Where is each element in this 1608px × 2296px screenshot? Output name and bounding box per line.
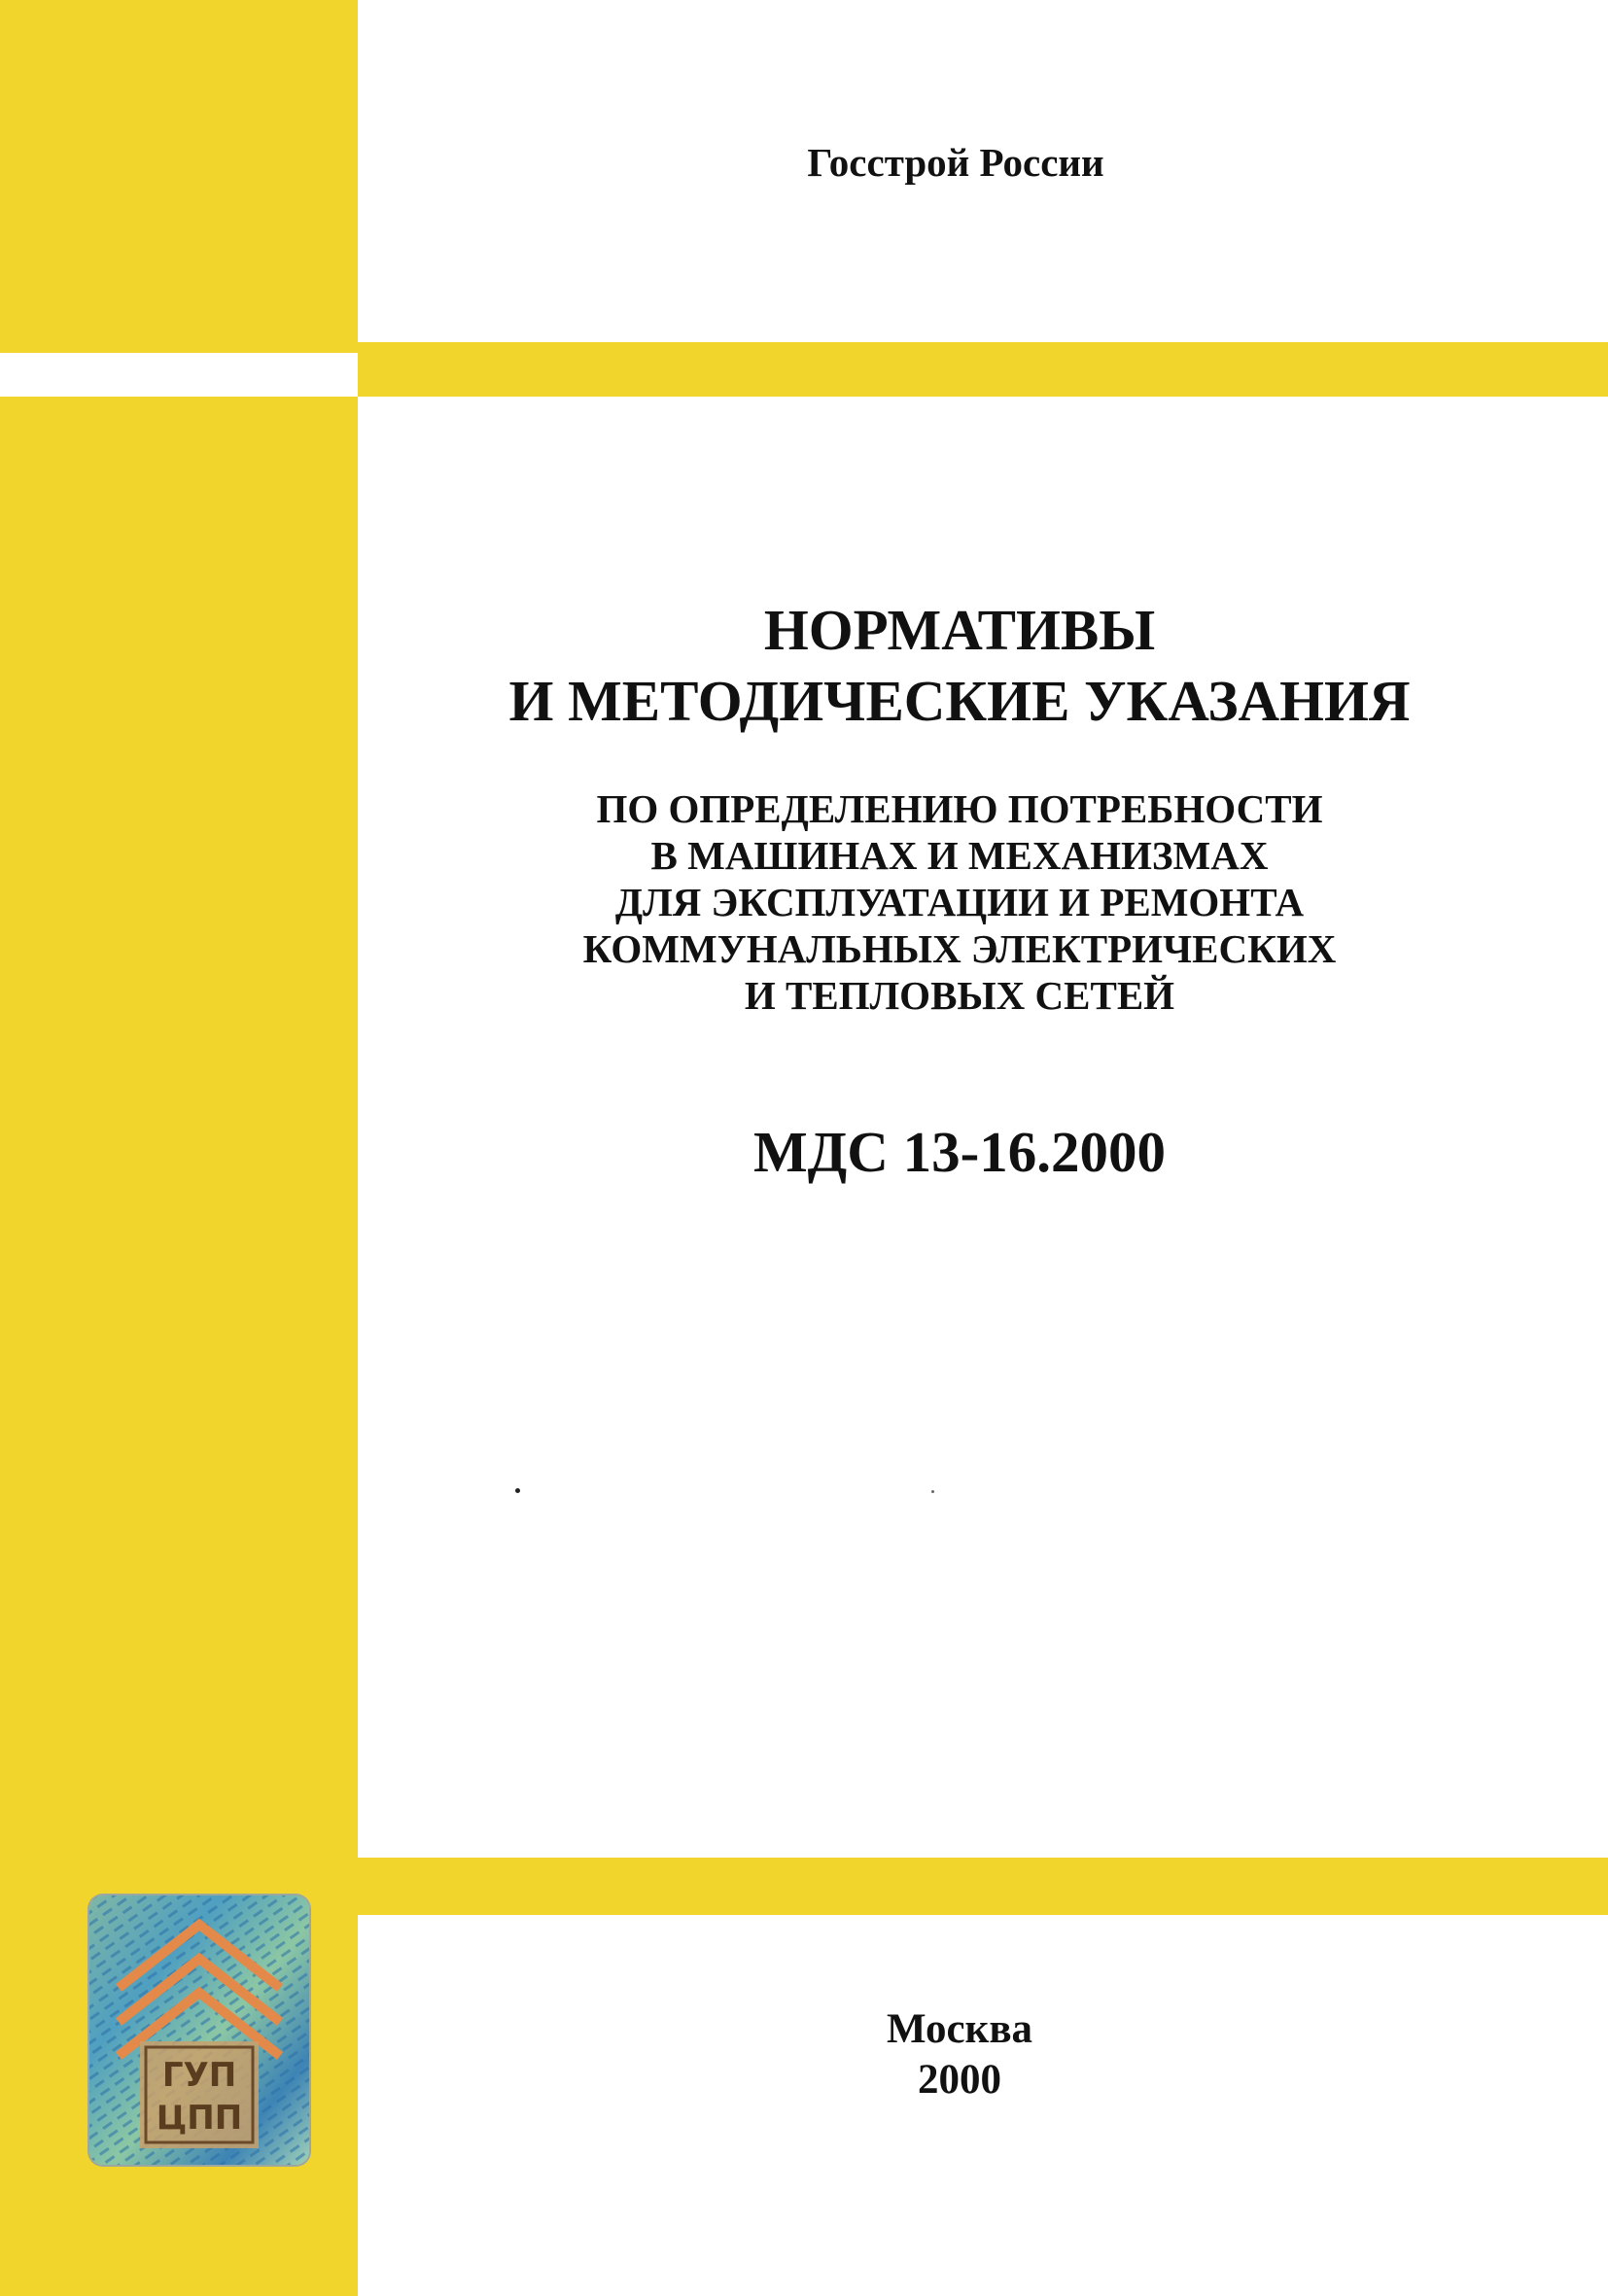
yellow-band-bottom xyxy=(358,1858,1608,1915)
publisher-name: Госстрой России xyxy=(807,140,1104,185)
yellow-column-top xyxy=(0,0,358,353)
document-code: МДС 13-16.2000 xyxy=(752,1120,1167,1184)
publication-city: Москва xyxy=(886,2006,1033,2052)
subtitle-line-5: И ТЕПЛОВЫХ СЕТЕЙ xyxy=(744,973,1175,1018)
hologram-seal-icon xyxy=(89,1896,309,2165)
scan-speck xyxy=(515,1488,520,1493)
imprint xyxy=(334,2004,1585,2105)
hologram-emblem-text: ГУП xyxy=(161,2056,237,2095)
publication-year: 2000 xyxy=(918,2057,1001,2103)
yellow-band-top xyxy=(358,342,1608,397)
svg-text:ЦПП: ЦПП xyxy=(156,2099,243,2138)
subtitle-line-4: КОММУНАЛЬНЫХ ЭЛЕКТРИЧЕСКИХ xyxy=(582,926,1337,971)
subtitle-line-3: ДЛЯ ЭКСПЛУАТАЦИИ И РЕМОНТА xyxy=(614,880,1305,924)
subtitle-line-1: ПО ОПРЕДЕЛЕНИЮ ПОТРЕБНОСТИ xyxy=(596,786,1323,831)
title-line-1: НОРМАТИВЫ xyxy=(763,598,1156,662)
document-title xyxy=(334,595,1585,737)
subtitle-line-2: В МАШИНАХ И МЕХАНИЗМАХ xyxy=(650,833,1269,878)
document-subtitle xyxy=(334,785,1585,1019)
scan-speck xyxy=(931,1490,934,1493)
title-line-2: И МЕТОДИЧЕСКИЕ УКАЗАНИЯ xyxy=(508,669,1411,733)
